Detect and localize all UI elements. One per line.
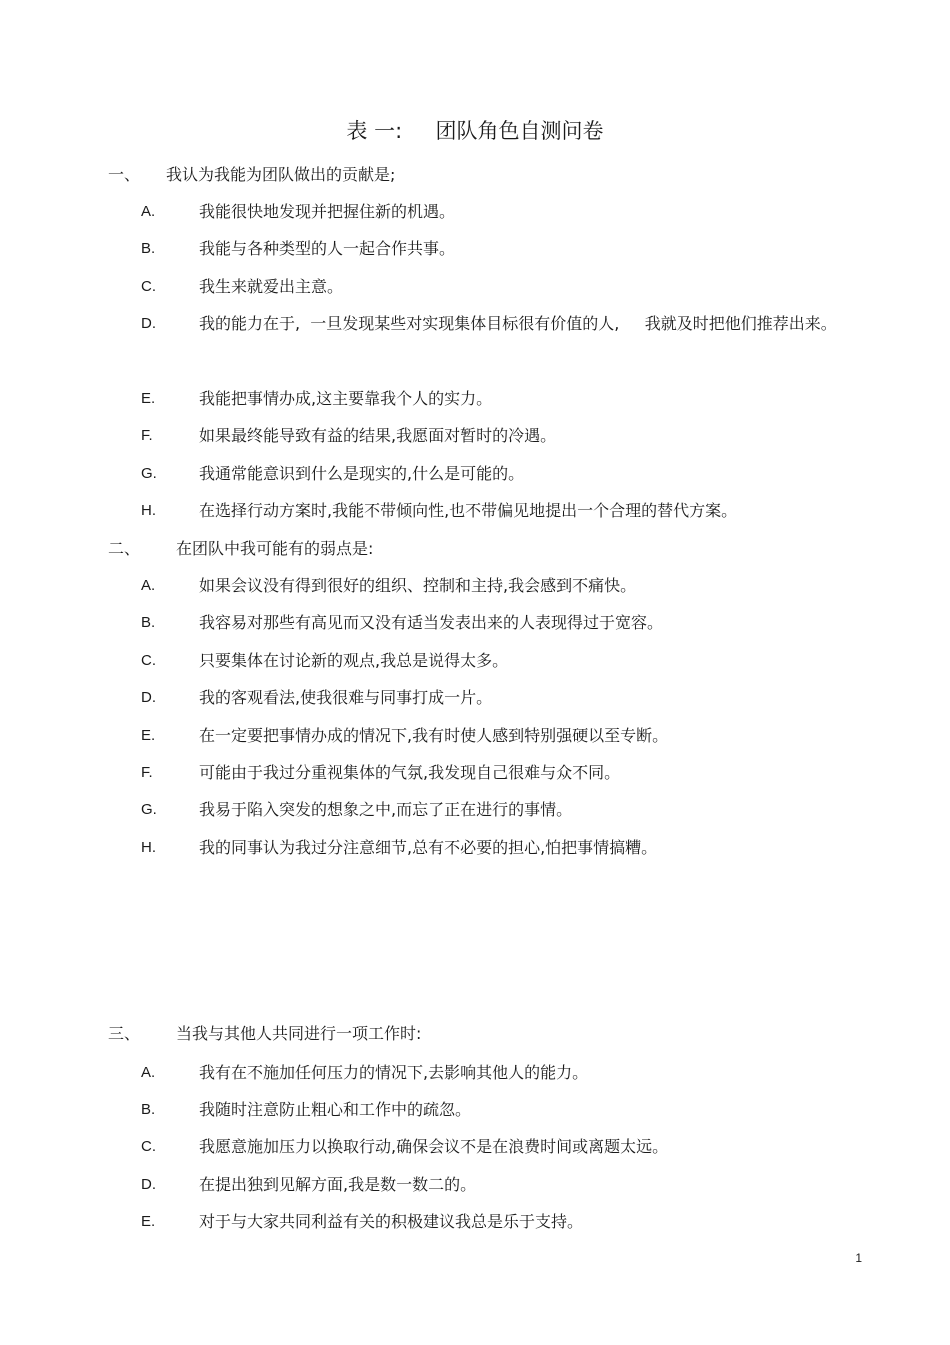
question-2-option-b: [141, 604, 861, 641]
document-title: 表 一: 团队角色自测问卷: [346, 119, 604, 143]
question-number: 一、: [108, 165, 141, 184]
question-text: 在团队中我可能有的弱点是:: [176, 539, 374, 558]
question-text: 我认为我能为团队做出的贡献是;: [166, 165, 396, 184]
question-1-option-d: [141, 305, 861, 342]
option-text: 我能把事情办成,这主要靠我个人的实力。: [199, 389, 493, 408]
option-letter: E.: [141, 727, 156, 744]
option-text: 我能很快地发现并把握住新的机遇。: [199, 202, 456, 221]
option-letter: B.: [141, 614, 156, 631]
option-letter: D.: [141, 1176, 156, 1193]
option-text: 我易于陷入突发的想象之中,而忘了正在进行的事情。: [199, 800, 573, 819]
question-2-heading: [108, 537, 373, 561]
question-1-option-e: [141, 380, 861, 417]
question-1-option-b: [141, 230, 861, 267]
question-2-option-a: [141, 567, 861, 604]
question-1-option-f: [141, 417, 861, 454]
question-2-option-e: [141, 717, 861, 754]
option-text: 如果最终能导致有益的结果,我愿面对暂时的冷遇。: [199, 426, 557, 445]
question-3-option-a: [141, 1054, 861, 1091]
option-text: 对于与大家共同利益有关的积极建议我总是乐于支持。: [199, 1212, 584, 1231]
option-text: 我通常能意识到什么是现实的,什么是可能的。: [199, 464, 525, 483]
option-text: 我的同事认为我过分注意细节,总有不必要的担心,怕把事情搞糟。: [199, 838, 658, 857]
option-letter: A.: [141, 577, 156, 594]
option-text: 在选择行动方案时,我能不带倾向性,也不带偏见地提出一个合理的替代方案。: [199, 501, 738, 520]
question-number: 三、: [108, 1024, 141, 1043]
question-2-option-d: [141, 679, 861, 716]
question-2-option-h: [141, 829, 861, 866]
option-letter: B.: [141, 240, 156, 257]
option-text: 我生来就爱出主意。: [199, 277, 344, 296]
option-letter: C.: [141, 652, 156, 669]
page-number: 1: [855, 1251, 862, 1265]
option-text: 我的客观看法,使我很难与同事打成一片。: [199, 688, 493, 707]
option-text: 我容易对那些有高见而又没有适当发表出来的人表现得过于宽容。: [199, 613, 664, 632]
question-3-option-e: [141, 1203, 861, 1240]
question-3-option-b: [141, 1091, 861, 1128]
question-3-option-d: [141, 1166, 861, 1203]
question-1-option-g: [141, 455, 861, 492]
question-number: 二、: [108, 539, 141, 558]
option-text: 只要集体在讨论新的观点,我总是说得太多。: [199, 651, 509, 670]
option-text: 在提出独到见解方面,我是数一数二的。: [199, 1175, 477, 1194]
question-1-heading: [108, 163, 395, 187]
option-text: 我有在不施加任何压力的情况下,去影响其他人的能力。: [199, 1063, 589, 1082]
option-letter: H.: [141, 502, 156, 519]
option-letter: C.: [141, 1138, 156, 1155]
option-letter: A.: [141, 1064, 156, 1081]
option-letter: D.: [141, 689, 156, 706]
question-text: 当我与其他人共同进行一项工作时:: [176, 1024, 422, 1043]
option-letter: H.: [141, 839, 156, 856]
option-letter: E.: [141, 390, 156, 407]
option-text: 我随时注意防止粗心和工作中的疏忽。: [199, 1100, 472, 1119]
option-letter: A.: [141, 203, 156, 220]
question-2-option-f: [141, 754, 861, 791]
question-1-option-h: [141, 492, 861, 529]
option-text: 在一定要把事情办成的情况下,我有时使人感到特别强硬以至专断。: [199, 726, 669, 745]
question-2-option-c: [141, 642, 861, 679]
option-letter: F.: [141, 427, 153, 444]
option-text: 我能与各种类型的人一起合作共事。: [199, 239, 456, 258]
question-1-option-c: [141, 268, 861, 305]
question-3-option-c: [141, 1128, 861, 1165]
question-1-option-a: [141, 193, 861, 230]
question-2-option-g: [141, 791, 861, 828]
option-letter: C.: [141, 278, 156, 295]
option-letter: E.: [141, 1213, 156, 1230]
option-text: 如果会议没有得到很好的组织、控制和主持,我会感到不痛快。: [199, 576, 637, 595]
option-letter: B.: [141, 1101, 156, 1118]
option-text: 我的能力在于, 一旦发现某些对实现集体目标很有价值的人, 我就及时把他们推荐出来。: [199, 314, 837, 333]
option-text: 我愿意施加压力以换取行动,确保会议不是在浪费时间或离题太远。: [199, 1137, 669, 1156]
option-letter: G.: [141, 465, 157, 482]
question-3-heading: [108, 1022, 421, 1046]
option-letter: D.: [141, 315, 156, 332]
option-letter: F.: [141, 764, 153, 781]
option-letter: G.: [141, 801, 157, 818]
option-text: 可能由于我过分重视集体的气氛,我发现自己很难与众不同。: [199, 763, 621, 782]
